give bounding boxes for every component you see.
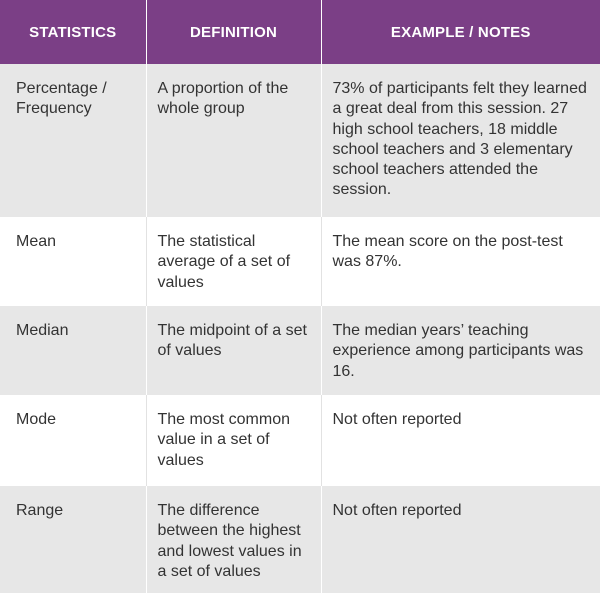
column-header-example-notes: EXAMPLE / NOTES: [321, 0, 600, 64]
column-header-definition: DEFINITION: [146, 0, 321, 64]
example-cell: The median years’ teaching experience among participants was 16.: [321, 306, 600, 395]
statistic-cell: Range: [0, 486, 146, 593]
definition-cell: The most common value in a set of values: [146, 395, 321, 486]
definition-cell: A proportion of the whole group: [146, 64, 321, 217]
table-row: [0, 395, 600, 486]
statistic-cell: Percentage / Frequency: [0, 64, 146, 217]
table-row: [0, 217, 600, 306]
table-header: [0, 0, 600, 64]
definition-cell: The statistical average of a set of values: [146, 217, 321, 306]
example-cell: The mean score on the post-test was 87%.: [321, 217, 600, 306]
definition-cell: The midpoint of a set of values: [146, 306, 321, 395]
example-cell: Not often reported: [321, 395, 600, 486]
header-row: [0, 0, 600, 64]
definition-cell: The difference between the highest and lowest values in a set of values: [146, 486, 321, 593]
table-row: [0, 64, 600, 217]
table-row: [0, 306, 600, 395]
table-body: [0, 64, 600, 593]
example-cell: Not often reported: [321, 486, 600, 593]
statistic-cell: Mean: [0, 217, 146, 306]
table-row: [0, 486, 600, 593]
column-header-statistics: STATISTICS: [0, 0, 146, 64]
statistic-cell: Median: [0, 306, 146, 395]
statistic-cell: Mode: [0, 395, 146, 486]
example-cell: 73% of participants felt they learned a great deal from this session. 27 high school teachers, 18 middle school teachers and 3 elementary school teachers attended the session.: [321, 64, 600, 217]
